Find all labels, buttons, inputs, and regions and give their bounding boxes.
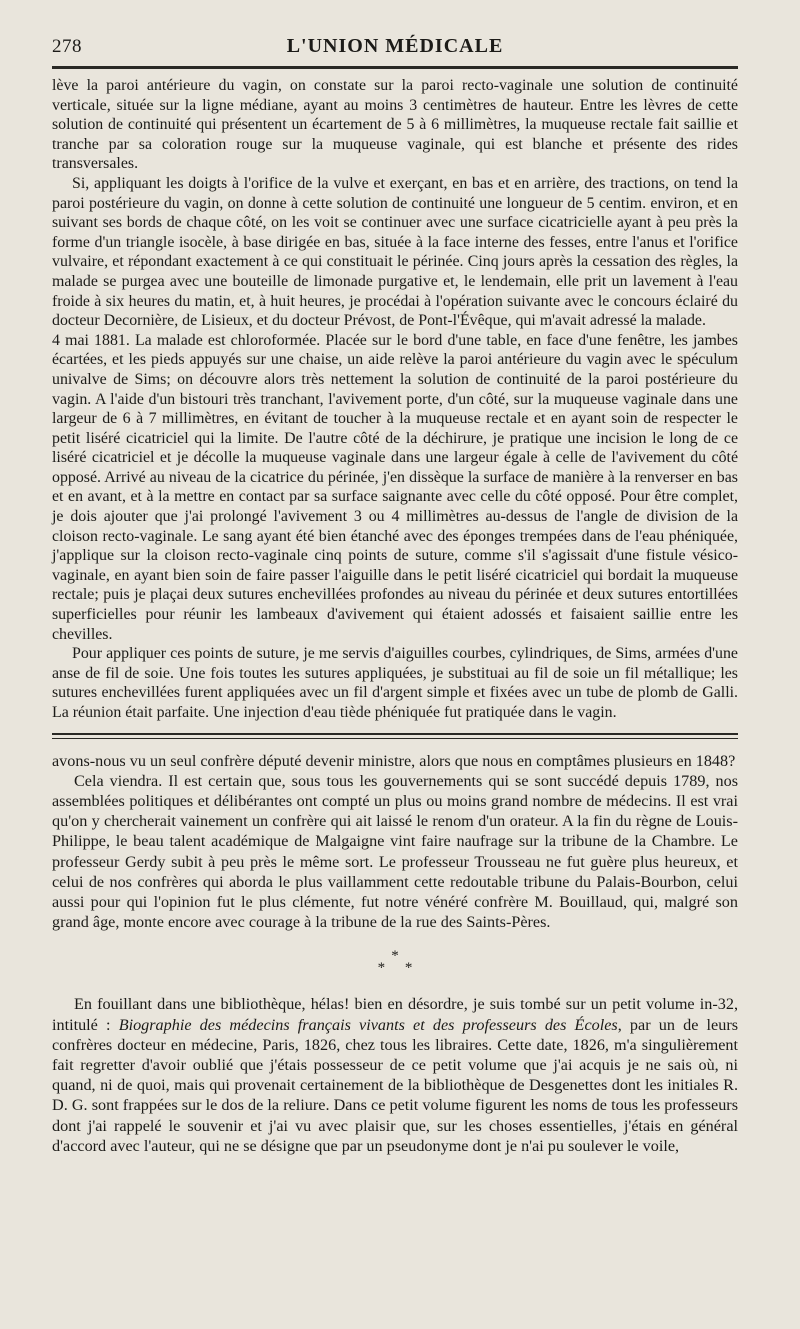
header-rule bbox=[52, 66, 738, 69]
paragraph: Pour appliquer ces points de suture, je me servis d'aiguilles courbes, cylindriques, de Sims, armées d'une anse de fil de soie. Une fois toutes les sutures appliquées, je substituai au fil de soie un fil métallique; les sutures enchevillées furent appliquées avec un fil d'argent simple et fixées avec un tube de plomb de Galli. La réunion était parfaite. Une injection d'eau tiède phéniquée fut pratiquée dans le vagin. bbox=[52, 645, 738, 721]
feuilleton-column bbox=[52, 751, 738, 1156]
asterism-top: * bbox=[391, 948, 399, 965]
asterism-bottom: * * bbox=[377, 960, 421, 977]
section-divider bbox=[52, 733, 738, 739]
journal-title: L'UNION MÉDICALE bbox=[286, 35, 504, 57]
asterism-separator bbox=[52, 948, 738, 977]
paragraph-last bbox=[52, 994, 738, 1156]
paragraph: Si, appliquant les doigts à l'orifice de la vulve et exerçant, en bas et en arrière, des tractions, on tend la paroi postérieure du vagin, on donne à cette solution de continuité une longueur de 5 centim. environ, et en suivant ses bords de chaque côté, on les voit se continuer avec une surface cicatricielle ayant à peu près la forme d'un triangle isocèle, à base dirigée en bas, située à la face interne des fesses, entre l'anus et l'orifice vulvaire, et répondant exactement à ce qui constituait le périnée. Cinq jours après la cessation des règles, la malade se purgea avec une bouteille de limonade purgative et, le lendemain, elle prit un lavement à l'eau froide à six heures du matin, et, à huit heures, je procédai à l'opération suivante avec le concours éclairé du docteur Decornière, de Lisieux, et du docteur Prévost, de Pont-l'Évêque, qui m'avait adressé la malade. bbox=[52, 174, 738, 330]
paragraph: lève la paroi antérieure du vagin, on constate sur la paroi recto-vaginale une solution de continuité verticale, située sur la ligne médiane, ayant au moins 3 centimètres de hauteur. Entre les lèvres de cette solution de continuité qui présentent un écartement de 5 à 6 millimètres, la muqueuse rectale fait saillie et tranche par sa coloration rouge sur la muqueuse vaginale, qui est blanche et présente des rides transversales. bbox=[52, 77, 738, 173]
book-title: Biographie des médecins français vivants et des professeurs des Écoles bbox=[118, 1015, 618, 1034]
article-top-column bbox=[52, 76, 738, 723]
paragraph: 4 mai 1881. La malade est chloroformée. Placée sur le bord d'une table, en face d'une fenêtre, les jambes écartées, et les pieds appuyés sur une chaise, un aide relève la paroi antérieure du vagin avec le spéculum univalve de Sims; on découvre alors très nettement la solution de continuité de la paroi postérieure du vagin. A l'aide d'un bistouri très tranchant, l'avivement porte, d'un côté, sur la muqueuse vaginale dans une largeur de 6 à 7 millimètres, en évitant de toucher à la muqueuse rectale et en ayant soin de respecter le petit liséré cicatriciel qui la limite. De l'autre côté de la déchirure, je pratique une incision le long de ce liséré cicatriciel et je décolle la muqueuse vaginale dans une largeur égale à celle de l'avivement du côté opposé. Arrivé au niveau de la cicatrice du périnée, j'en dissèque la surface de manière à la renverser en bas et en avant, et à la mettre en contact par sa surface saignante avec celle du côté opposé. Pour être complet, je dois ajouter que j'ai prolongé l'avivement 3 ou 4 millimètres au-dessus de l'angle de division de la cloison recto-vaginale. Le sang ayant été bien étanché avec des éponges trempées dans de l'eau phéniquée, j'applique sur la cloison recto-vaginale cinq points de suture, comme s'il s'agissait d'une fistule vésico-vaginale, en ayant bien soin de faire passer l'aiguille dans le petit liséré cicatriciel qui bordait la muqueuse rectale; puis je plaçai deux sutures enchevillées profondes au niveau du périnée et deux sutures entortillées superficielles pour réunir les lambeaux d'avivement qui étaient adossés et faisaient saillie entre les chevilles. bbox=[52, 331, 738, 643]
page-number: 278 bbox=[52, 36, 82, 57]
page-header bbox=[52, 30, 738, 66]
paragraph-text: En fouillant dans une bibliothèque, hélas! bien en désordre, je suis tombé sur un petit volume in-32, intitulé : bbox=[52, 995, 738, 1034]
paragraph: Cela viendra. Il est certain que, sous tous les gouvernements qui se sont succédé depuis 1789, nos assemblées politiques et délibérantes ont compté un plus ou moins grand nombre de médecins. Il est vrai qu'on y chercherait vainement un confrère qui ait laissé le renom d'un orateur. A la fin du règne de Louis-Philippe, le beau talent académique de Malgaigne vint faire naufrage sur la tribune de la Chambre. Le professeur Gerdy subit à peu près le même sort. Le professeur Trousseau ne fut guère plus heureux, et celui de nos confrères qui aborda le plus vaillamment cette redoutable tribune du Palais-Bourbon, celui aussi pour qui l'opinion fut le plus clémente, fut notre vénéré confrère M. Bouillaud, qui, malgré son grand âge, monte encore avec courage à la tribune de la rue des Saints-Pères. bbox=[52, 771, 738, 932]
paragraph: avons-nous vu un seul confrère député devenir ministre, alors que nous en comptâmes plusieurs en 1848? bbox=[52, 751, 736, 770]
paragraph-text: , par un de leurs confrères docteur en médecine, Paris, 1826, chez tous les libraires. Cette date, 1826, m'a singulièrement fait regretter d'avoir oublié que j'étais possesseur de ce petit volume que j'ai acquis je ne sais où, ni quand, ni de quoi, mais qui provenait certainement de la bibliothèque de Desgenettes dont les initiales R. D. G. sont frappées sur le dos de la reliure. Dans ce petit volume figurent les noms de tous les professeurs dont j'ai rappelé le souvenir et j'ai vu avec plaisir que, sur les choses essentielles, j'étais en général d'accord avec l'auteur, qui ne se désigne que par un pseudonyme dont je n'ai pu soulever le voile, bbox=[52, 1015, 739, 1155]
